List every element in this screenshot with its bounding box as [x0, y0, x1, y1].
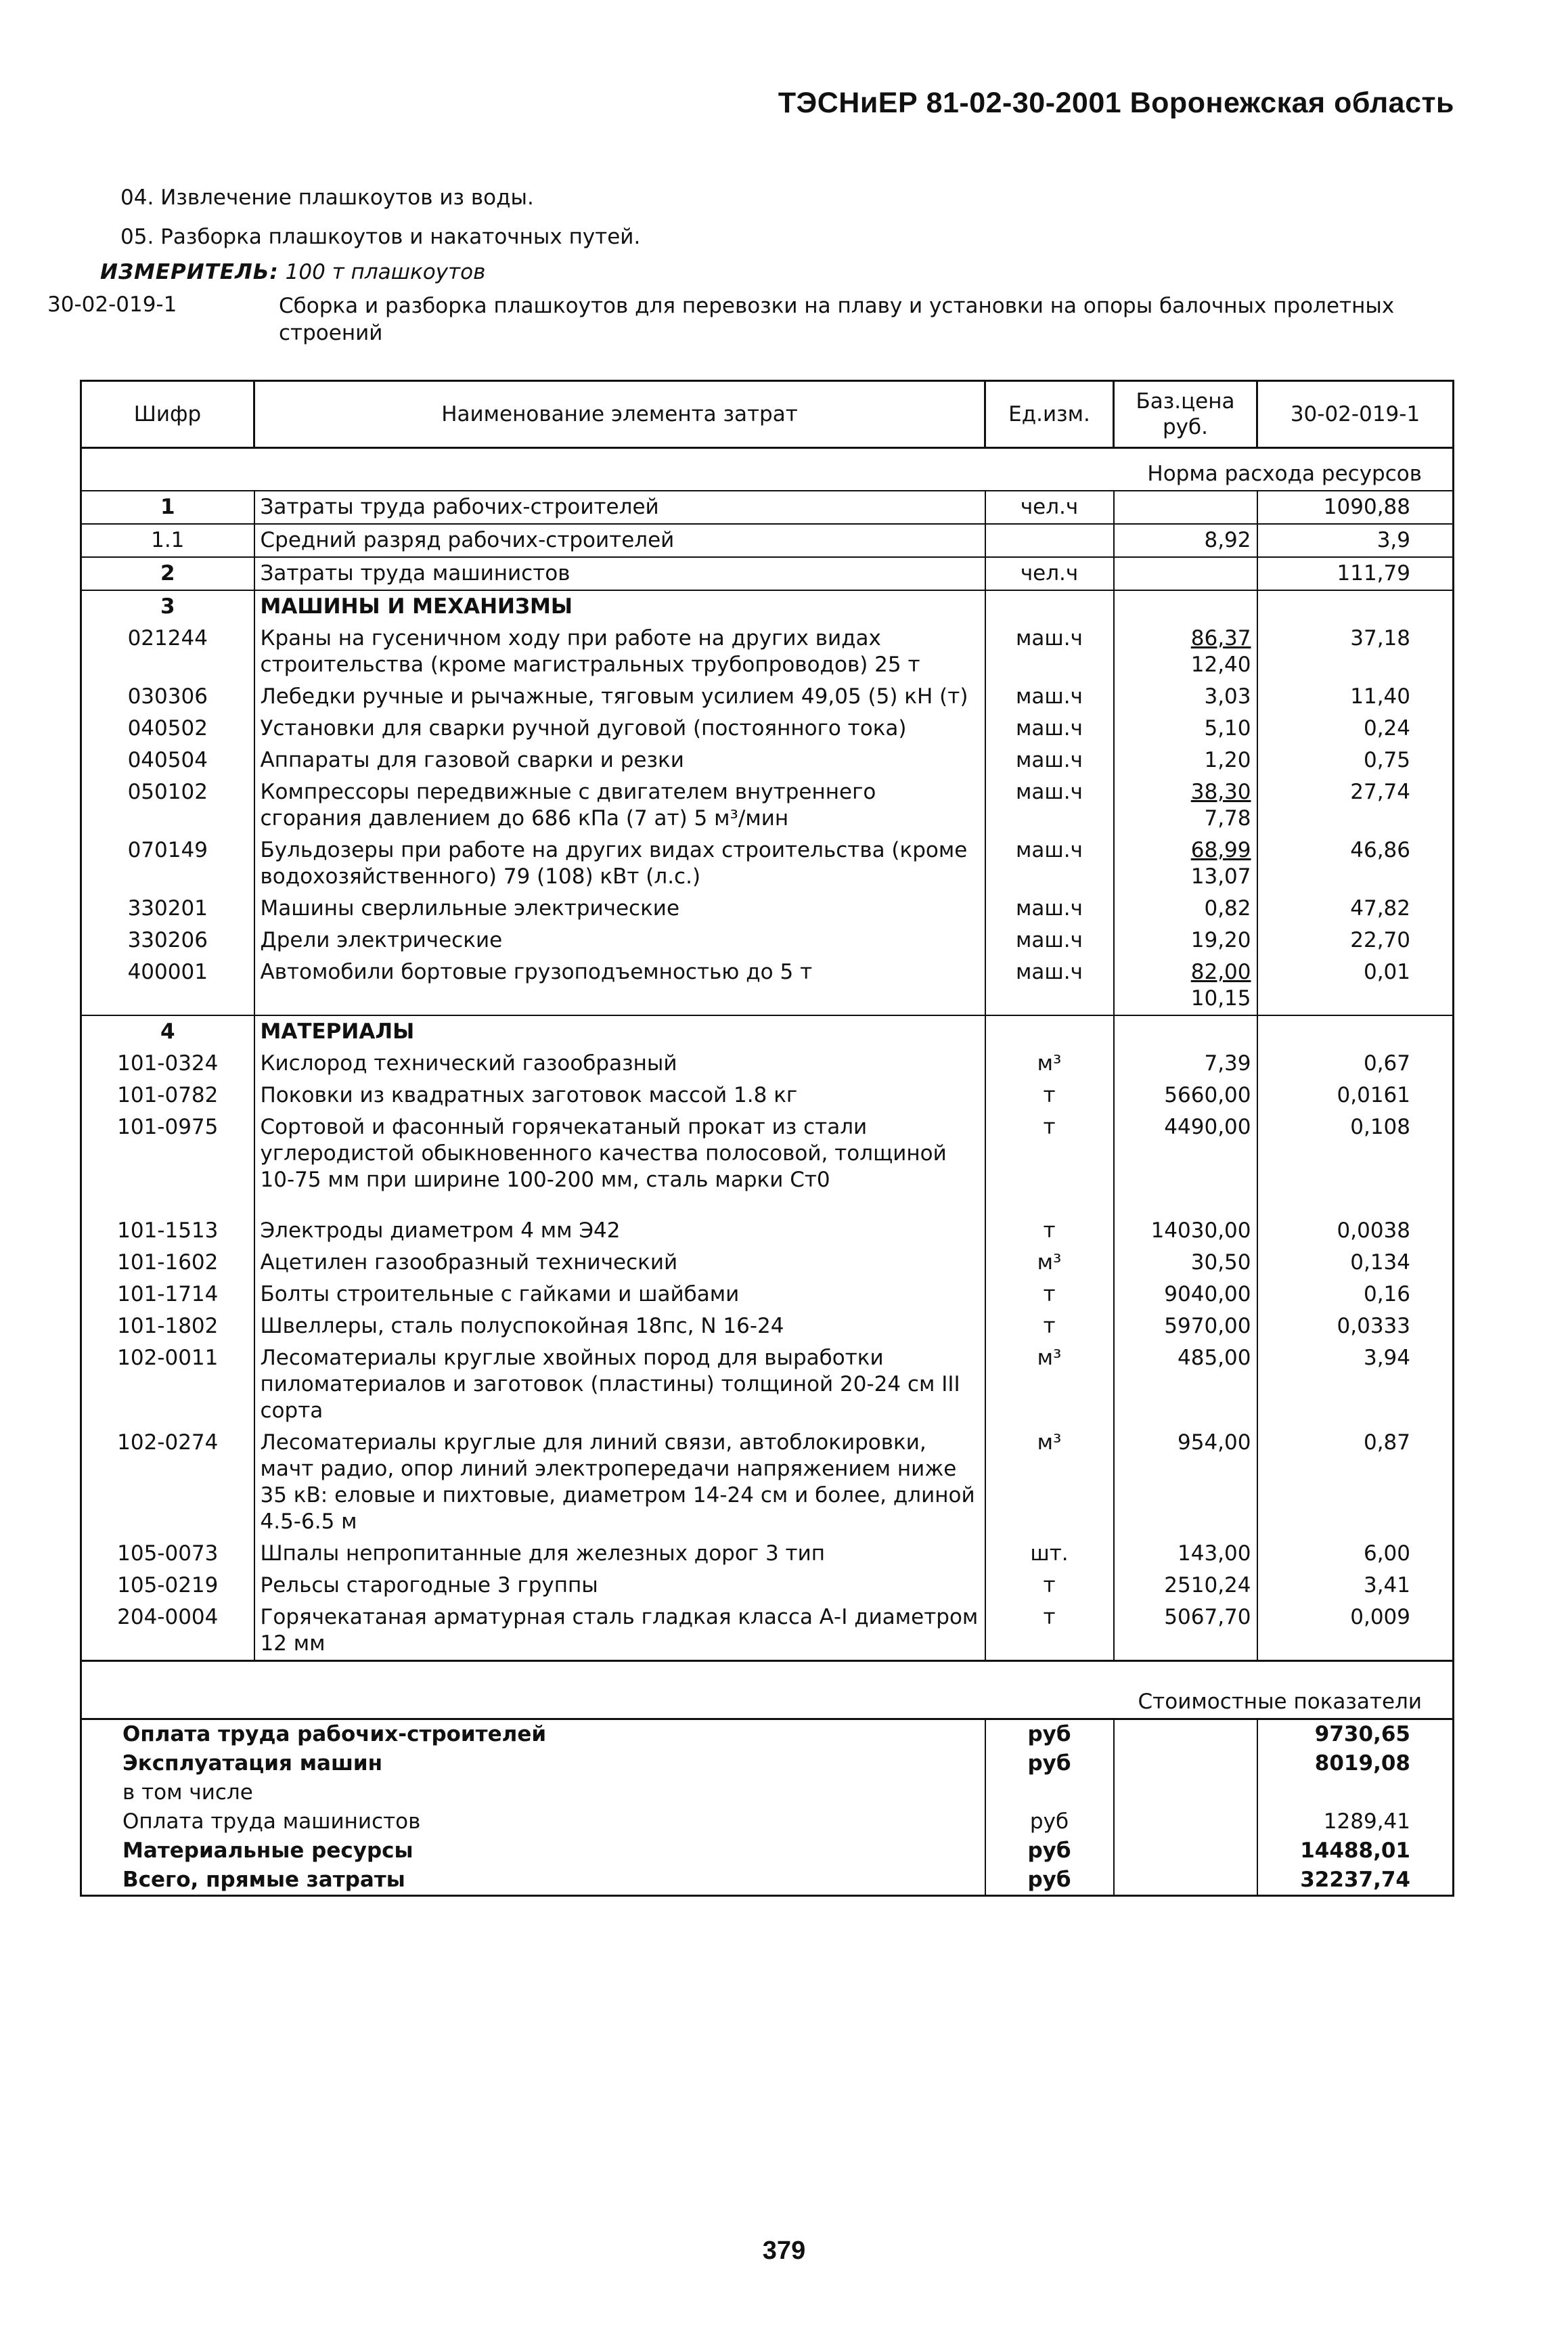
summary-empty	[1114, 1807, 1257, 1836]
row-name: Шпалы непропитанные для железных дорог 3 тип	[254, 1538, 985, 1570]
row-code: 101-1714	[81, 1279, 254, 1310]
table-row	[81, 1342, 1454, 1427]
summary-label: Эксплуатация машин	[81, 1749, 985, 1778]
row-price-value: 82,00	[1190, 960, 1251, 984]
row-code: 330206	[81, 925, 254, 956]
row-code: 101-1602	[81, 1247, 254, 1279]
row-unit: маш.ч	[985, 776, 1114, 835]
row-norm: 6,00	[1257, 1538, 1454, 1570]
col-header-norm: 30-02-019-1	[1257, 381, 1454, 448]
norm-banner-row	[81, 448, 1454, 491]
summary-empty	[1114, 1719, 1257, 1750]
row-norm: 1090,88	[1257, 491, 1454, 524]
table-row	[81, 1279, 1454, 1310]
row-unit: шт.	[985, 1538, 1114, 1570]
row-norm	[1257, 1015, 1454, 1048]
summary-unit: руб	[985, 1836, 1114, 1866]
summary-row	[81, 1866, 1454, 1896]
summary-label: Оплата труда рабочих-строителей	[81, 1719, 985, 1750]
row-name: Кислород технический газообразный	[254, 1048, 985, 1080]
row-code: 101-0975	[81, 1111, 254, 1215]
row-price-value: 86,37	[1190, 626, 1251, 651]
row-price-value: 7,39	[1204, 1051, 1251, 1076]
row-price-value: 5,10	[1204, 716, 1251, 741]
page-number: 379	[762, 2236, 806, 2265]
col-header-code: Шифр	[81, 381, 254, 448]
row-unit: маш.ч	[985, 835, 1114, 893]
table-row	[81, 1215, 1454, 1247]
row-name: Краны на гусеничном ходу при работе на других видах строительства (кроме магистральных трубопроводов) 25 т	[254, 623, 985, 681]
summary-value: 1289,41	[1257, 1807, 1454, 1836]
summary-empty	[1114, 1749, 1257, 1778]
row-norm: 0,75	[1257, 745, 1454, 776]
row-norm: 0,108	[1257, 1111, 1454, 1215]
row-unit: т	[985, 1215, 1114, 1247]
row-code: 330201	[81, 893, 254, 925]
row-name: Горячекатаная арматурная сталь гладкая класса А-I диаметром 12 мм	[254, 1602, 985, 1661]
row-name: Лесоматериалы круглые хвойных пород для выработки пиломатериалов и заготовок (пластины) толщиной 20-24 см III сорта	[254, 1342, 985, 1427]
summary-row	[81, 1807, 1454, 1836]
row-price	[1114, 1279, 1257, 1310]
row-code: 101-1802	[81, 1310, 254, 1342]
table-row	[81, 925, 1454, 956]
row-price	[1114, 835, 1257, 893]
row-code: 2	[81, 557, 254, 590]
intro-line-2: 05. Разборка плашкоутов и накаточных путей.	[120, 225, 641, 249]
table-row	[81, 745, 1454, 776]
row-price-second: 7,78	[1204, 806, 1251, 831]
summary-unit: руб	[985, 1866, 1114, 1896]
summary-empty	[1114, 1836, 1257, 1866]
row-price-value: 954,00	[1178, 1430, 1251, 1455]
row-name: Поковки из квадратных заготовок массой 1.8 кг	[254, 1080, 985, 1111]
summary-unit: руб	[985, 1807, 1114, 1836]
row-price-value: 8,92	[1204, 528, 1251, 552]
row-norm: 0,16	[1257, 1279, 1454, 1310]
row-norm	[1257, 590, 1454, 623]
row-unit	[985, 590, 1114, 623]
row-price-value: 5067,70	[1164, 1605, 1251, 1629]
row-unit: т	[985, 1111, 1114, 1215]
row-price	[1114, 1342, 1257, 1427]
row-norm: 46,86	[1257, 835, 1454, 893]
row-unit: чел.ч	[985, 491, 1114, 524]
row-price-second: 12,40	[1190, 653, 1251, 677]
table-row	[81, 524, 1454, 557]
row-norm: 47,82	[1257, 893, 1454, 925]
measure-line	[100, 260, 485, 284]
row-unit	[985, 1015, 1114, 1048]
row-name: Лесоматериалы круглые для линий связи, автоблокировки, мачт радио, опор линий электропередачи напряжением ниже 35 кВ: еловые и пихтовые, диаметром 14-24 см и более, длиной 4.5-6.5 м	[254, 1427, 985, 1538]
row-norm: 0,0161	[1257, 1080, 1454, 1111]
summary-unit	[985, 1778, 1114, 1807]
table-header-row	[81, 381, 1454, 448]
table-row	[81, 1247, 1454, 1279]
row-norm: 0,134	[1257, 1247, 1454, 1279]
row-norm: 0,0038	[1257, 1215, 1454, 1247]
row-norm: 37,18	[1257, 623, 1454, 681]
row-code: 070149	[81, 835, 254, 893]
row-unit: маш.ч	[985, 893, 1114, 925]
row-name: Рельсы старогодные 3 группы	[254, 1570, 985, 1602]
table-row	[81, 713, 1454, 745]
table-row	[81, 1080, 1454, 1111]
row-code: 204-0004	[81, 1602, 254, 1661]
document-header: ТЭСНиЕР 81-02-30-2001 Воронежская область	[778, 87, 1454, 119]
row-code: 040504	[81, 745, 254, 776]
row-name: Бульдозеры при работе на других видах строительства (кроме водохозяйственного) 79 (108) кВт (л.с.)	[254, 835, 985, 893]
table-row	[81, 681, 1454, 713]
summary-value: 9730,65	[1257, 1719, 1454, 1750]
summary-value: 8019,08	[1257, 1749, 1454, 1778]
table-row	[81, 776, 1454, 835]
cost-banner-row	[81, 1661, 1454, 1719]
row-unit: маш.ч	[985, 925, 1114, 956]
table-row	[81, 1048, 1454, 1080]
row-code: 1.1	[81, 524, 254, 557]
table-row	[81, 1310, 1454, 1342]
measure-label: ИЗМЕРИТЕЛЬ:	[100, 260, 279, 284]
table-title: Сборка и разборка плашкоутов для перевозки на плаву и установки на опоры балочных пролетных строений	[279, 294, 1395, 345]
row-code: 101-0782	[81, 1080, 254, 1111]
row-unit: маш.ч	[985, 713, 1114, 745]
row-norm: 111,79	[1257, 557, 1454, 590]
row-unit: м³	[985, 1427, 1114, 1538]
row-price-value: 143,00	[1178, 1541, 1251, 1566]
row-price	[1114, 1602, 1257, 1661]
row-norm: 0,0333	[1257, 1310, 1454, 1342]
col-header-name: Наименование элемента затрат	[254, 381, 985, 448]
summary-empty	[1114, 1778, 1257, 1807]
row-unit: маш.ч	[985, 956, 1114, 1015]
row-price	[1114, 557, 1257, 590]
row-price	[1114, 1048, 1257, 1080]
row-code: 400001	[81, 956, 254, 1015]
summary-unit: руб	[985, 1719, 1114, 1750]
row-code: 105-0219	[81, 1570, 254, 1602]
row-code: 101-1513	[81, 1215, 254, 1247]
row-price	[1114, 1111, 1257, 1215]
row-norm: 3,94	[1257, 1342, 1454, 1427]
summary-row	[81, 1749, 1454, 1778]
row-norm: 3,9	[1257, 524, 1454, 557]
row-price-value: 3,03	[1204, 684, 1251, 709]
row-price	[1114, 893, 1257, 925]
row-norm: 0,01	[1257, 956, 1454, 1015]
row-norm: 0,24	[1257, 713, 1454, 745]
table-row	[81, 1015, 1454, 1048]
table-row	[81, 557, 1454, 590]
row-price-value: 30,50	[1190, 1250, 1251, 1275]
row-price	[1114, 623, 1257, 681]
table-row	[81, 1538, 1454, 1570]
table-row	[81, 1570, 1454, 1602]
row-unit: т	[985, 1602, 1114, 1661]
summary-value: 32237,74	[1257, 1866, 1454, 1896]
row-unit: т	[985, 1279, 1114, 1310]
row-price-value: 68,99	[1190, 838, 1251, 862]
row-code: 102-0274	[81, 1427, 254, 1538]
row-unit	[985, 524, 1114, 557]
row-price	[1114, 1080, 1257, 1111]
row-name: Компрессоры передвижные с двигателем внутреннего сгорания давлением до 686 кПа (7 ат) 5 м³/мин	[254, 776, 985, 835]
summary-label: Оплата труда машинистов	[81, 1807, 985, 1836]
row-price-value: 5660,00	[1164, 1083, 1251, 1107]
row-name: Болты строительные с гайками и шайбами	[254, 1279, 985, 1310]
table-row	[81, 835, 1454, 893]
table-code: 30-02-019-1	[47, 292, 177, 317]
row-code: 030306	[81, 681, 254, 713]
row-name: Электроды диаметром 4 мм Э42	[254, 1215, 985, 1247]
row-price	[1114, 1310, 1257, 1342]
cost-banner: Стоимостные показатели	[81, 1661, 1454, 1719]
row-price-value: 5970,00	[1164, 1314, 1251, 1338]
row-unit: т	[985, 1080, 1114, 1111]
row-price-second: 13,07	[1190, 864, 1251, 889]
table-row	[81, 956, 1454, 1015]
table-row	[81, 1427, 1454, 1538]
row-unit: м³	[985, 1048, 1114, 1080]
summary-row	[81, 1836, 1454, 1866]
row-norm: 0,009	[1257, 1602, 1454, 1661]
row-price	[1114, 1538, 1257, 1570]
summary-value: 14488,01	[1257, 1836, 1454, 1866]
row-name: Ацетилен газообразный технический	[254, 1247, 985, 1279]
col-header-price: Баз.цена руб.	[1114, 381, 1257, 448]
summary-label: в том числе	[81, 1778, 985, 1807]
row-price	[1114, 956, 1257, 1015]
row-norm: 0,87	[1257, 1427, 1454, 1538]
row-norm: 22,70	[1257, 925, 1454, 956]
row-price-value: 485,00	[1178, 1346, 1251, 1370]
row-norm: 11,40	[1257, 681, 1454, 713]
row-code: 4	[81, 1015, 254, 1048]
row-code: 3	[81, 590, 254, 623]
summary-empty	[1114, 1866, 1257, 1896]
row-unit: маш.ч	[985, 745, 1114, 776]
resource-table	[80, 380, 1454, 1897]
row-price-value: 0,82	[1204, 896, 1251, 921]
row-name: Дрели электрические	[254, 925, 985, 956]
row-price-second: 10,15	[1190, 986, 1251, 1011]
measure-value: 100 т плашкоутов	[285, 260, 486, 284]
row-unit: т	[985, 1570, 1114, 1602]
summary-value	[1257, 1778, 1454, 1807]
row-code: 021244	[81, 623, 254, 681]
table-row	[81, 1111, 1454, 1215]
row-code: 1	[81, 491, 254, 524]
row-name: Сортовой и фасонный горячекатаный прокат из стали углеродистой обыкновенного качества полосовой, толщиной 10-75 мм при ширине 100-200 мм, сталь марки Ст0	[254, 1111, 985, 1215]
row-unit: маш.ч	[985, 623, 1114, 681]
row-unit: чел.ч	[985, 557, 1114, 590]
row-price	[1114, 1247, 1257, 1279]
row-code: 040502	[81, 713, 254, 745]
table-row	[81, 1602, 1454, 1661]
row-code: 105-0073	[81, 1538, 254, 1570]
row-name: Затраты труда рабочих-строителей	[254, 491, 985, 524]
row-price	[1114, 681, 1257, 713]
summary-label: Материальные ресурсы	[81, 1836, 985, 1866]
row-price-value: 2510,24	[1164, 1573, 1251, 1597]
summary-label: Всего, прямые затраты	[81, 1866, 985, 1896]
row-price	[1114, 1215, 1257, 1247]
row-price	[1114, 1570, 1257, 1602]
row-price	[1114, 925, 1257, 956]
row-name: Аппараты для газовой сварки и резки	[254, 745, 985, 776]
intro-line-1: 04. Извлечение плашкоутов из воды.	[120, 185, 534, 210]
row-name: Лебедки ручные и рычажные, тяговым усилием 49,05 (5) кН (т)	[254, 681, 985, 713]
row-code: 102-0011	[81, 1342, 254, 1427]
table-row	[81, 893, 1454, 925]
row-code: 050102	[81, 776, 254, 835]
row-price	[1114, 1015, 1257, 1048]
row-price	[1114, 491, 1257, 524]
row-price-value: 4490,00	[1164, 1115, 1251, 1139]
row-name: МАТЕРИАЛЫ	[254, 1015, 985, 1048]
row-name: Швеллеры, сталь полуспокойная 18пс, N 16-24	[254, 1310, 985, 1342]
row-unit: м³	[985, 1247, 1114, 1279]
row-name: МАШИНЫ И МЕХАНИЗМЫ	[254, 590, 985, 623]
summary-row	[81, 1719, 1454, 1750]
row-price	[1114, 524, 1257, 557]
col-header-unit: Ед.изм.	[985, 381, 1114, 448]
row-unit: т	[985, 1310, 1114, 1342]
row-name: Установки для сварки ручной дуговой (постоянного тока)	[254, 713, 985, 745]
row-price	[1114, 590, 1257, 623]
table-row	[81, 590, 1454, 623]
row-price-value: 9040,00	[1164, 1282, 1251, 1306]
row-name: Машины сверлильные электрические	[254, 893, 985, 925]
row-price-value: 38,30	[1190, 780, 1251, 804]
row-unit: м³	[985, 1342, 1114, 1427]
norm-banner: Норма расхода ресурсов	[81, 448, 1454, 491]
row-price	[1114, 713, 1257, 745]
summary-unit: руб	[985, 1749, 1114, 1778]
row-price-value: 14030,00	[1150, 1218, 1251, 1243]
row-price-value: 19,20	[1190, 928, 1251, 952]
row-unit: маш.ч	[985, 681, 1114, 713]
row-norm: 0,67	[1257, 1048, 1454, 1080]
summary-row	[81, 1778, 1454, 1807]
row-name: Затраты труда машинистов	[254, 557, 985, 590]
row-name: Средний разряд рабочих-строителей	[254, 524, 985, 557]
row-price	[1114, 776, 1257, 835]
row-price-value: 1,20	[1204, 748, 1251, 772]
row-norm: 27,74	[1257, 776, 1454, 835]
row-norm: 3,41	[1257, 1570, 1454, 1602]
row-name: Автомобили бортовые грузоподъемностью до 5 т	[254, 956, 985, 1015]
row-price	[1114, 1427, 1257, 1538]
table-row	[81, 491, 1454, 524]
table-row	[81, 623, 1454, 681]
row-price	[1114, 745, 1257, 776]
row-code: 101-0324	[81, 1048, 254, 1080]
